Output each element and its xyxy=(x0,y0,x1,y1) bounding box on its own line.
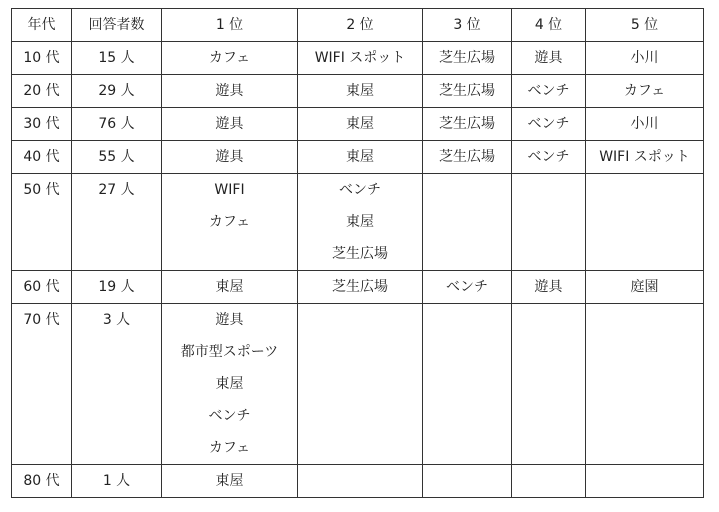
respondent-count-cell: 19 人 xyxy=(72,271,162,304)
header-rank-2: 2 位 xyxy=(298,9,423,42)
rank-3-cell xyxy=(423,141,512,174)
table-body xyxy=(12,42,704,498)
rank-3-cell xyxy=(423,271,512,304)
respondent-count-cell: 15 人 xyxy=(72,42,162,75)
table-row xyxy=(12,108,704,141)
facility-name: 東屋 xyxy=(346,149,374,165)
rank-1-cell xyxy=(162,108,298,141)
facility-name: ベンチ xyxy=(208,408,251,424)
facility-name: 遊具 xyxy=(215,83,244,99)
rank-3-cell xyxy=(423,42,512,75)
rank-1-cell xyxy=(162,42,298,75)
facility-name: WIFI スポット xyxy=(599,149,690,165)
age-group-cell: 10 代 xyxy=(12,42,72,75)
facility-name: 遊具 xyxy=(215,149,244,165)
rank-3-cell xyxy=(423,465,512,498)
rank-5-cell xyxy=(586,108,704,141)
table-row xyxy=(12,465,704,498)
facility-name: 遊具 xyxy=(215,116,244,132)
rank-5-cell xyxy=(586,465,704,498)
facility-name: 東屋 xyxy=(215,279,244,295)
facility-name: 小川 xyxy=(630,50,659,66)
facility-name: カフェ xyxy=(623,83,666,99)
rank-4-cell xyxy=(512,174,586,271)
rank-1-cell xyxy=(162,174,298,271)
rank-2-cell xyxy=(298,174,423,271)
facility-name: 庭園 xyxy=(630,279,659,295)
facility-name: ベンチ xyxy=(527,116,570,132)
rank-4-cell xyxy=(512,42,586,75)
rank-5-cell xyxy=(586,42,704,75)
document-page xyxy=(11,8,704,498)
table-row xyxy=(12,42,704,75)
header-respondents: 回答者数 xyxy=(72,9,162,42)
rank-4-cell xyxy=(512,271,586,304)
rank-1-cell xyxy=(162,465,298,498)
rank-4-cell xyxy=(512,465,586,498)
respondent-count-cell: 76 人 xyxy=(72,108,162,141)
respondent-count-cell: 1 人 xyxy=(72,465,162,498)
table-header xyxy=(12,9,704,42)
header-rank-1: 1 位 xyxy=(162,9,298,42)
rank-3-cell xyxy=(423,174,512,271)
rank-2-cell xyxy=(298,42,423,75)
rank-3-cell xyxy=(423,75,512,108)
facility-name: ベンチ xyxy=(339,182,381,198)
age-ranking-table xyxy=(11,8,704,498)
rank-4-cell xyxy=(512,304,586,465)
header-rank-5: 5 位 xyxy=(586,9,704,42)
age-group-cell: 60 代 xyxy=(12,271,72,304)
respondent-count-cell: 29 人 xyxy=(72,75,162,108)
age-group-cell: 50 代 xyxy=(12,174,72,271)
age-group-cell: 40 代 xyxy=(12,141,72,174)
facility-name: カフェ xyxy=(208,214,251,230)
rank-1-cell xyxy=(162,75,298,108)
age-group-cell: 20 代 xyxy=(12,75,72,108)
respondent-count-cell: 3 人 xyxy=(72,304,162,465)
rank-5-cell xyxy=(586,271,704,304)
rank-5-cell xyxy=(586,304,704,465)
rank-1-cell xyxy=(162,304,298,465)
table-row xyxy=(12,271,704,304)
age-group-cell: 80 代 xyxy=(12,465,72,498)
facility-name: WIFI スポット xyxy=(314,50,406,66)
respondent-count-cell: 55 人 xyxy=(72,141,162,174)
table-row xyxy=(12,141,704,174)
rank-2-cell xyxy=(298,75,423,108)
respondent-count-cell: 27 人 xyxy=(72,174,162,271)
rank-1-cell xyxy=(162,271,298,304)
rank-3-cell xyxy=(423,304,512,465)
facility-name: 東屋 xyxy=(215,376,244,392)
rank-2-cell xyxy=(298,271,423,304)
rank-4-cell xyxy=(512,141,586,174)
table-row xyxy=(12,75,704,108)
facility-name: 芝生広場 xyxy=(439,83,495,99)
facility-name: ベンチ xyxy=(446,279,488,295)
rank-1-cell xyxy=(162,141,298,174)
facility-name: 東屋 xyxy=(346,214,374,230)
table-row xyxy=(12,174,704,271)
header-row xyxy=(12,9,704,42)
facility-name: 遊具 xyxy=(534,279,563,295)
facility-name: ベンチ xyxy=(527,83,570,99)
facility-name: 芝生広場 xyxy=(439,149,495,165)
facility-name: カフェ xyxy=(208,50,251,66)
header-rank-3: 3 位 xyxy=(423,9,512,42)
facility-name: カフェ xyxy=(208,440,251,456)
facility-name: 遊具 xyxy=(215,312,244,328)
rank-5-cell xyxy=(586,174,704,271)
facility-name: 小川 xyxy=(630,116,659,132)
rank-5-cell xyxy=(586,75,704,108)
facility-name: 芝生広場 xyxy=(439,50,495,66)
facility-name: 遊具 xyxy=(534,50,563,66)
rank-2-cell xyxy=(298,108,423,141)
facility-name: 芝生広場 xyxy=(332,246,388,262)
facility-name: 東屋 xyxy=(346,83,374,99)
rank-4-cell xyxy=(512,108,586,141)
rank-5-cell xyxy=(586,141,704,174)
facility-name: ベンチ xyxy=(527,149,570,165)
rank-2-cell xyxy=(298,465,423,498)
facility-name: 東屋 xyxy=(346,116,374,132)
age-group-cell: 70 代 xyxy=(12,304,72,465)
rank-3-cell xyxy=(423,108,512,141)
facility-name: 都市型スポーツ xyxy=(180,344,279,360)
rank-2-cell xyxy=(298,304,423,465)
table-row xyxy=(12,304,704,465)
rank-4-cell xyxy=(512,75,586,108)
header-rank-4: 4 位 xyxy=(512,9,586,42)
rank-2-cell xyxy=(298,141,423,174)
facility-name: 芝生広場 xyxy=(332,279,388,295)
facility-name: WIFI xyxy=(214,182,245,198)
facility-name: 芝生広場 xyxy=(439,116,495,132)
facility-name: 東屋 xyxy=(215,473,244,489)
age-group-cell: 30 代 xyxy=(12,108,72,141)
header-age: 年代 xyxy=(12,9,72,42)
